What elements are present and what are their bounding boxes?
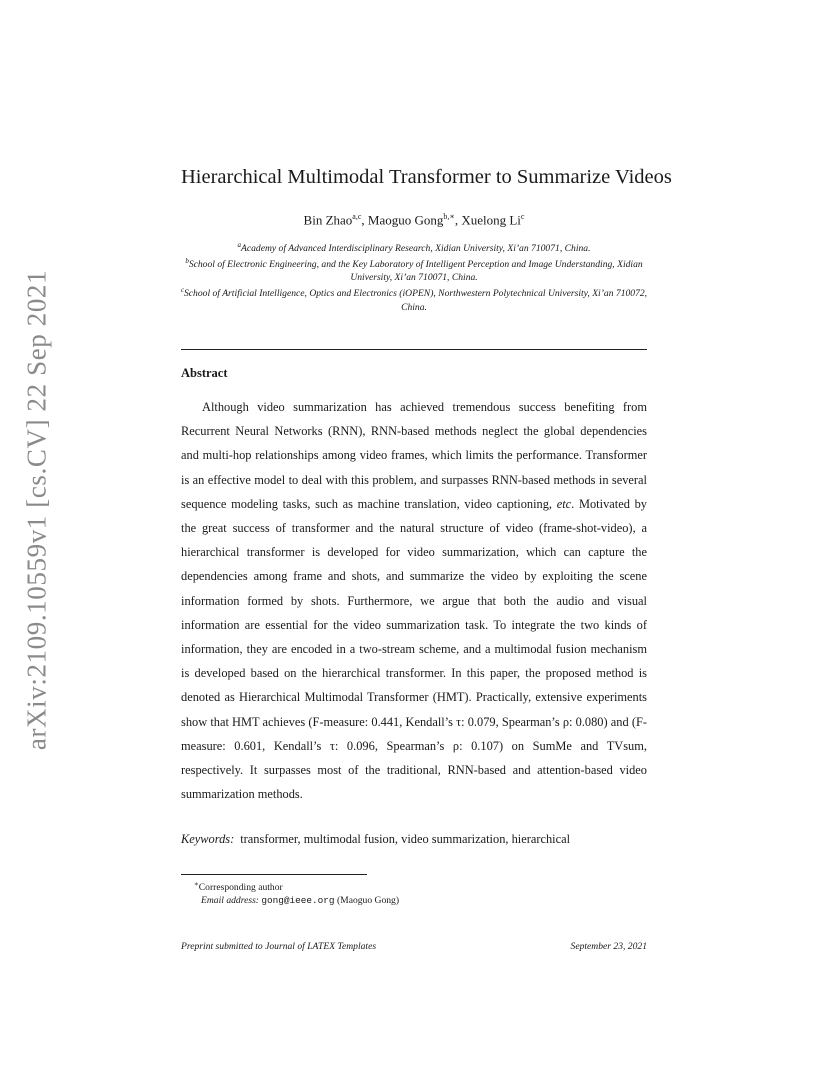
- author-name: Maoguo Gong: [367, 212, 444, 228]
- affiliation-text: School of Artificial Intelligence, Optics and Electronics (iOPEN), Northwestern Polytechnical University, Xi’an 710072, China.: [184, 288, 648, 313]
- affiliation-text: Academy of Advanced Interdisciplinary Research, Xidian University, Xi’an 710071, China.: [241, 243, 591, 255]
- keywords: [181, 830, 647, 848]
- preprint-journal: Preprint submitted to Journal of LATEX Templates: [181, 941, 377, 952]
- preprint-date: September 23, 2021: [570, 941, 647, 952]
- keywords-text: transformer, multimodal fusion, video summarization, hierarchical: [240, 832, 571, 846]
- keywords-label: Keywords:: [181, 832, 235, 846]
- author-list: Bin Zhao$^{a,c}$, Maoguo Gong$^{b,∗}$, Xuelong Li$^c$: [303, 212, 525, 228]
- affiliation-item: [172, 284, 656, 313]
- abstract-text: [181, 395, 647, 806]
- author-affiliation-mark: a,c: [352, 212, 362, 221]
- email-address[interactable]: gong@ieee.org: [261, 895, 335, 907]
- affiliation-mark: a: [237, 241, 241, 249]
- arxiv-identifier: arXiv:2109.10559v1 [cs.CV] 22 Sep 2021: [21, 269, 52, 751]
- footnote-corresponding: [194, 878, 399, 894]
- footnote-corresponding-text: Corresponding author: [198, 882, 283, 894]
- footnote-mark: ∗: [194, 880, 199, 888]
- abstract-top-rule: [181, 349, 647, 350]
- author-name: Xuelong Li: [461, 212, 521, 228]
- abstract-etc: etc: [556, 496, 572, 511]
- affiliation-text: School of Electronic Engineering, and the Key Laboratory of Intelligent Perception and Image Understanding, Xidian University, Xi’an 710071, China.: [188, 259, 643, 284]
- footnote-email-line: [194, 894, 399, 907]
- email-label: Email address:: [201, 895, 260, 907]
- author-affiliation-mark: b,∗: [443, 212, 455, 221]
- email-owner: (Maoguo Gong): [336, 895, 400, 907]
- abstract-heading: Abstract: [181, 366, 228, 380]
- affiliation-item: [172, 239, 656, 255]
- affiliations: [172, 239, 656, 314]
- paper-title: Hierarchical Multimodal Transformer to Summarize Videos: [181, 166, 672, 188]
- affiliation-item: [172, 255, 656, 284]
- author-affiliation-mark: c: [520, 212, 525, 221]
- author-name: Bin Zhao: [303, 212, 353, 228]
- footnote-rule: [181, 874, 367, 875]
- affiliation-mark: b: [185, 257, 189, 266]
- abstract-text-part: . Motivated by the great success of transformer and the natural structure of video (frame-shot-video), a hierarchical transformer is developed for video summarization, which can capture the dependencies among frame and shots, and summarize the video by exploiting the scene information formed by shots. Furthermore, we argue that both the audio and visual information are essential for the video summarization task. To integrate the two kinds of information, they are encoded in a two-stream scheme, and a multimodal fusion mechanism is developed based on the hierarchical transformer. In this paper, the proposed method is denoted as Hierarchical Multimodal Transformer (HMT). Practically, extensive experiments show that HMT achieves (F-measure: 0.441, Kendall’s τ: 0.079, Spearman’s ρ: 0.080) and (F-measure: 0.601, Kendall’s τ: 0.096, Spearman’s ρ: 0.107) on SumMe and TVsum, respectively. It surpasses most of the traditional, RNN-based and attention-based video summarization methods.: [181, 496, 647, 802]
- abstract-text-part: Although video summarization has achieved tremendous success benefiting from Recurrent Neural Networks (RNN), RNN-based methods neglect the global dependencies and multi-hop relationships among video frames, which limits the performance. Transformer is an effective model to deal with this problem, and surpasses RNN-based methods in several sequence modeling tasks, such as machine translation, video captioning,: [181, 400, 647, 511]
- preprint-footer: [181, 940, 647, 953]
- footnote: [194, 878, 399, 907]
- affiliation-mark: c: [180, 286, 184, 295]
